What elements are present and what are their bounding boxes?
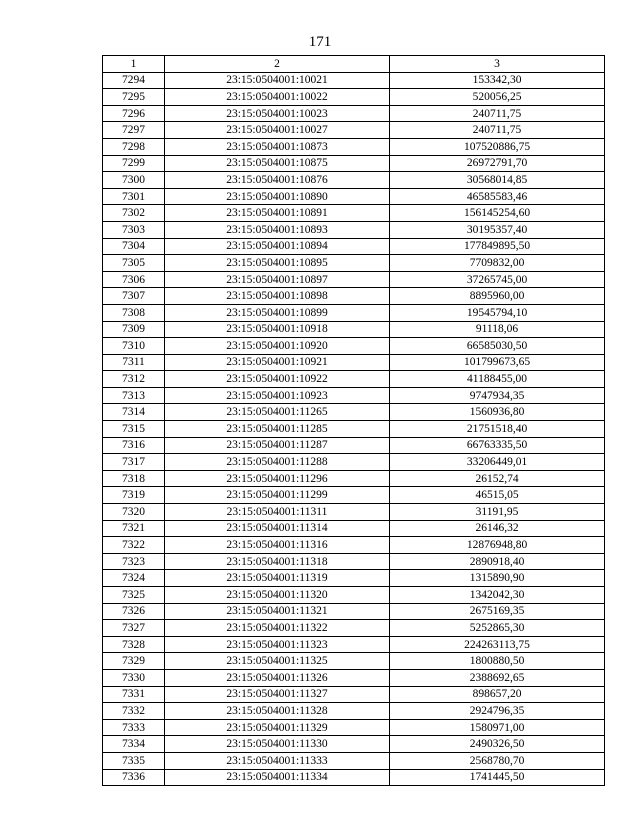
row-number-cell: 7296	[103, 105, 165, 122]
value-cell: 26152,74	[390, 470, 605, 487]
value-cell: 46585583,46	[390, 188, 605, 205]
table-row	[103, 653, 605, 670]
column-header: 3	[390, 56, 605, 73]
value-cell: 41188455,00	[390, 371, 605, 388]
data-table	[102, 55, 605, 786]
cadastral-number-cell: 23:15:0504001:10921	[165, 354, 390, 371]
row-number-cell: 7327	[103, 620, 165, 637]
row-number-cell: 7322	[103, 537, 165, 554]
cadastral-number-cell: 23:15:0504001:11325	[165, 653, 390, 670]
cadastral-number-cell: 23:15:0504001:10893	[165, 221, 390, 238]
cadastral-number-cell: 23:15:0504001:11326	[165, 669, 390, 686]
cadastral-number-cell: 23:15:0504001:11323	[165, 636, 390, 653]
row-number-cell: 7329	[103, 653, 165, 670]
row-number-cell: 7304	[103, 238, 165, 255]
row-number-cell: 7295	[103, 89, 165, 106]
row-number-cell: 7306	[103, 271, 165, 288]
value-cell: 101799673,65	[390, 354, 605, 371]
value-cell: 46515,05	[390, 487, 605, 504]
row-number-cell: 7305	[103, 255, 165, 272]
table-row	[103, 769, 605, 786]
value-cell: 12876948,80	[390, 537, 605, 554]
cadastral-number-cell: 23:15:0504001:11287	[165, 437, 390, 454]
cadastral-number-cell: 23:15:0504001:10022	[165, 89, 390, 106]
row-number-cell: 7320	[103, 504, 165, 521]
cadastral-number-cell: 23:15:0504001:11333	[165, 752, 390, 769]
value-cell: 8895960,00	[390, 288, 605, 305]
table-row	[103, 255, 605, 272]
value-cell: 898657,20	[390, 686, 605, 703]
cadastral-number-cell: 23:15:0504001:10021	[165, 72, 390, 89]
value-cell: 2675169,35	[390, 603, 605, 620]
cadastral-number-cell: 23:15:0504001:10920	[165, 338, 390, 355]
value-cell: 177849895,50	[390, 238, 605, 255]
cadastral-number-cell: 23:15:0504001:10922	[165, 371, 390, 388]
value-cell: 21751518,40	[390, 421, 605, 438]
table-row	[103, 288, 605, 305]
table-row	[103, 321, 605, 338]
table-row	[103, 686, 605, 703]
table-row	[103, 437, 605, 454]
table-body	[103, 72, 605, 786]
table-row	[103, 520, 605, 537]
cadastral-number-cell: 23:15:0504001:10895	[165, 255, 390, 272]
cadastral-number-cell: 23:15:0504001:11320	[165, 587, 390, 604]
row-number-cell: 7300	[103, 172, 165, 189]
value-cell: 2388692,65	[390, 669, 605, 686]
row-number-cell: 7325	[103, 587, 165, 604]
column-header: 1	[103, 56, 165, 73]
cadastral-number-cell: 23:15:0504001:11316	[165, 537, 390, 554]
cadastral-number-cell: 23:15:0504001:11299	[165, 487, 390, 504]
cadastral-number-cell: 23:15:0504001:11318	[165, 553, 390, 570]
row-number-cell: 7301	[103, 188, 165, 205]
value-cell: 1315890,90	[390, 570, 605, 587]
cadastral-number-cell: 23:15:0504001:10875	[165, 155, 390, 172]
cadastral-number-cell: 23:15:0504001:11314	[165, 520, 390, 537]
cadastral-number-cell: 23:15:0504001:10899	[165, 304, 390, 321]
table-row	[103, 669, 605, 686]
cadastral-number-cell: 23:15:0504001:10890	[165, 188, 390, 205]
table-row	[103, 387, 605, 404]
row-number-cell: 7316	[103, 437, 165, 454]
row-number-cell: 7302	[103, 205, 165, 222]
value-cell: 19545794,10	[390, 304, 605, 321]
value-cell: 1560936,80	[390, 404, 605, 421]
table-row	[103, 122, 605, 139]
value-cell: 2890918,40	[390, 553, 605, 570]
row-number-cell: 7307	[103, 288, 165, 305]
table-row	[103, 271, 605, 288]
value-cell: 7709832,00	[390, 255, 605, 272]
row-number-cell: 7311	[103, 354, 165, 371]
table-row	[103, 205, 605, 222]
table-row	[103, 454, 605, 471]
row-number-cell: 7315	[103, 421, 165, 438]
row-number-cell: 7297	[103, 122, 165, 139]
row-number-cell: 7331	[103, 686, 165, 703]
row-number-cell: 7299	[103, 155, 165, 172]
table-row	[103, 636, 605, 653]
row-number-cell: 7324	[103, 570, 165, 587]
cadastral-number-cell: 23:15:0504001:11285	[165, 421, 390, 438]
table-row	[103, 371, 605, 388]
table-row	[103, 752, 605, 769]
cadastral-number-cell: 23:15:0504001:11327	[165, 686, 390, 703]
cadastral-number-cell: 23:15:0504001:11334	[165, 769, 390, 786]
value-cell: 2490326,50	[390, 736, 605, 753]
row-number-cell: 7303	[103, 221, 165, 238]
value-cell: 33206449,01	[390, 454, 605, 471]
cadastral-number-cell: 23:15:0504001:10923	[165, 387, 390, 404]
table-row	[103, 155, 605, 172]
cadastral-number-cell: 23:15:0504001:10876	[165, 172, 390, 189]
value-cell: 30568014,85	[390, 172, 605, 189]
row-number-cell: 7294	[103, 72, 165, 89]
value-cell: 91118,06	[390, 321, 605, 338]
table-row	[103, 736, 605, 753]
cadastral-number-cell: 23:15:0504001:11265	[165, 404, 390, 421]
cadastral-number-cell: 23:15:0504001:10897	[165, 271, 390, 288]
value-cell: 1342042,30	[390, 587, 605, 604]
row-number-cell: 7314	[103, 404, 165, 421]
row-number-cell: 7312	[103, 371, 165, 388]
row-number-cell: 7321	[103, 520, 165, 537]
row-number-cell: 7330	[103, 669, 165, 686]
value-cell: 2924796,35	[390, 703, 605, 720]
cadastral-number-cell: 23:15:0504001:10873	[165, 138, 390, 155]
value-cell: 30195357,40	[390, 221, 605, 238]
table-row	[103, 504, 605, 521]
row-number-cell: 7335	[103, 752, 165, 769]
table-row	[103, 470, 605, 487]
value-cell: 1741445,50	[390, 769, 605, 786]
row-number-cell: 7308	[103, 304, 165, 321]
column-header: 2	[165, 56, 390, 73]
value-cell: 26146,32	[390, 520, 605, 537]
table-row	[103, 354, 605, 371]
value-cell: 240711,75	[390, 105, 605, 122]
cadastral-number-cell: 23:15:0504001:10894	[165, 238, 390, 255]
value-cell: 66763335,50	[390, 437, 605, 454]
value-cell: 107520886,75	[390, 138, 605, 155]
table-row	[103, 537, 605, 554]
table-row	[103, 72, 605, 89]
value-cell: 520056,25	[390, 89, 605, 106]
table-row	[103, 487, 605, 504]
value-cell: 66585030,50	[390, 338, 605, 355]
row-number-cell: 7317	[103, 454, 165, 471]
table-header-row	[103, 56, 605, 73]
row-number-cell: 7334	[103, 736, 165, 753]
cadastral-number-cell: 23:15:0504001:10918	[165, 321, 390, 338]
value-cell: 31191,95	[390, 504, 605, 521]
table-row	[103, 304, 605, 321]
table-row	[103, 138, 605, 155]
row-number-cell: 7323	[103, 553, 165, 570]
row-number-cell: 7336	[103, 769, 165, 786]
table-row	[103, 105, 605, 122]
table-row	[103, 603, 605, 620]
row-number-cell: 7310	[103, 338, 165, 355]
row-number-cell: 7333	[103, 719, 165, 736]
table-row	[103, 587, 605, 604]
cadastral-number-cell: 23:15:0504001:11328	[165, 703, 390, 720]
row-number-cell: 7313	[103, 387, 165, 404]
table-row	[103, 172, 605, 189]
row-number-cell: 7332	[103, 703, 165, 720]
value-cell: 224263113,75	[390, 636, 605, 653]
table-row	[103, 421, 605, 438]
cadastral-number-cell: 23:15:0504001:11296	[165, 470, 390, 487]
row-number-cell: 7298	[103, 138, 165, 155]
cadastral-number-cell: 23:15:0504001:11288	[165, 454, 390, 471]
table-row	[103, 404, 605, 421]
table-row	[103, 89, 605, 106]
cadastral-number-cell: 23:15:0504001:11319	[165, 570, 390, 587]
value-cell: 37265745,00	[390, 271, 605, 288]
value-cell: 2568780,70	[390, 752, 605, 769]
table-row	[103, 238, 605, 255]
table-row	[103, 338, 605, 355]
cadastral-number-cell: 23:15:0504001:11329	[165, 719, 390, 736]
value-cell: 156145254,60	[390, 205, 605, 222]
table-row	[103, 570, 605, 587]
value-cell: 9747934,35	[390, 387, 605, 404]
table-row	[103, 719, 605, 736]
row-number-cell: 7328	[103, 636, 165, 653]
value-cell: 240711,75	[390, 122, 605, 139]
cadastral-number-cell: 23:15:0504001:10898	[165, 288, 390, 305]
cadastral-number-cell: 23:15:0504001:10891	[165, 205, 390, 222]
row-number-cell: 7318	[103, 470, 165, 487]
row-number-cell: 7309	[103, 321, 165, 338]
value-cell: 26972791,70	[390, 155, 605, 172]
value-cell: 1580971,00	[390, 719, 605, 736]
value-cell: 153342,30	[390, 72, 605, 89]
table-row	[103, 221, 605, 238]
cadastral-number-cell: 23:15:0504001:11321	[165, 603, 390, 620]
row-number-cell: 7319	[103, 487, 165, 504]
cadastral-number-cell: 23:15:0504001:10023	[165, 105, 390, 122]
cadastral-number-cell: 23:15:0504001:11311	[165, 504, 390, 521]
value-cell: 1800880,50	[390, 653, 605, 670]
table-row	[103, 188, 605, 205]
cadastral-number-cell: 23:15:0504001:10027	[165, 122, 390, 139]
table-row	[103, 553, 605, 570]
cadastral-number-cell: 23:15:0504001:11330	[165, 736, 390, 753]
row-number-cell: 7326	[103, 603, 165, 620]
page-number: 171	[308, 34, 332, 50]
table-row	[103, 703, 605, 720]
cadastral-number-cell: 23:15:0504001:11322	[165, 620, 390, 637]
value-cell: 5252865,30	[390, 620, 605, 637]
table-row	[103, 620, 605, 637]
